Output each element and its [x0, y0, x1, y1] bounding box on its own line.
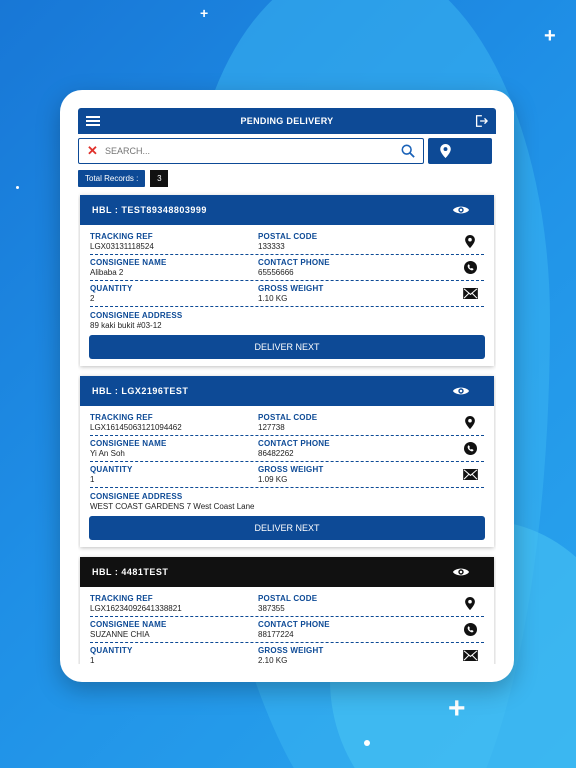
phone-icon[interactable] — [464, 623, 477, 636]
postal-label: POSTAL CODE — [258, 594, 318, 603]
tracking-value: LGX16145063121094462 — [90, 423, 182, 432]
detail-row — [90, 591, 484, 617]
consignee-value: Yi An Soh — [90, 449, 125, 458]
address-label: CONSIGNEE ADDRESS — [90, 310, 183, 320]
consignee-label: CONSIGNEE NAME — [90, 258, 167, 267]
card-header[interactable] — [80, 376, 494, 406]
hbl-number: HBL : TEST89348803999 — [92, 205, 207, 215]
postal-label: POSTAL CODE — [258, 413, 318, 422]
consignee-label: CONSIGNEE NAME — [90, 620, 167, 629]
postal-value: 387355 — [258, 604, 285, 613]
phone-label: CONTACT PHONE — [258, 620, 330, 629]
phone-value: 65556666 — [258, 268, 294, 277]
weight-label: GROSS WEIGHT — [258, 646, 324, 655]
detail-row — [90, 410, 484, 436]
detail-row — [90, 617, 484, 643]
phone-icon[interactable] — [464, 261, 477, 274]
weight-value: 1.09 KG — [258, 475, 288, 484]
address-value: WEST COAST GARDENS 7 West Coast Lane — [90, 501, 255, 511]
tracking-label: TRACKING REF — [90, 413, 153, 422]
search-row — [78, 138, 496, 164]
detail-row — [90, 462, 484, 488]
app-screen — [78, 108, 496, 664]
quantity-value: 2 — [90, 294, 95, 303]
plus-decoration: + — [200, 5, 209, 21]
quantity-value: 1 — [90, 475, 95, 484]
consignee-label: CONSIGNEE NAME — [90, 439, 167, 448]
detail-row — [90, 436, 484, 462]
dot-decoration — [16, 186, 19, 189]
phone-label: CONTACT PHONE — [258, 439, 330, 448]
delivery-card — [80, 195, 494, 366]
location-pin-icon[interactable] — [465, 235, 475, 248]
postal-value: 127738 — [258, 423, 285, 432]
detail-row — [90, 488, 484, 514]
phone-label: CONTACT PHONE — [258, 258, 330, 267]
dot-decoration — [364, 740, 370, 746]
mail-icon[interactable] — [463, 288, 478, 299]
clear-icon[interactable]: ✕ — [87, 143, 98, 158]
address-value: 89 kaki bukit #03-12 — [90, 320, 162, 330]
mail-icon[interactable] — [463, 469, 478, 480]
detail-row — [90, 643, 484, 664]
location-pin-icon[interactable] — [465, 597, 475, 610]
weight-label: GROSS WEIGHT — [258, 465, 324, 474]
postal-label: POSTAL CODE — [258, 232, 318, 241]
postal-value: 133333 — [258, 242, 285, 251]
hbl-number: HBL : LGX2196TEST — [92, 386, 189, 396]
deliver-next-button[interactable]: DELIVER NEXT — [89, 516, 485, 540]
quantity-label: QUANTITY — [90, 646, 133, 655]
mail-icon[interactable] — [463, 650, 478, 661]
weight-value: 1.10 KG — [258, 294, 288, 303]
delivery-list — [78, 195, 496, 664]
plus-decoration: + — [544, 25, 556, 47]
tracking-label: TRACKING REF — [90, 232, 153, 241]
deliver-next-button[interactable]: DELIVER NEXT — [89, 335, 485, 359]
location-pin-icon — [440, 144, 451, 158]
phone-value: 88177224 — [258, 630, 294, 639]
delivery-card — [80, 376, 494, 547]
card-header[interactable] — [80, 557, 494, 587]
detail-row — [90, 255, 484, 281]
total-records-count: 3 — [150, 170, 168, 187]
logout-icon[interactable] — [474, 114, 488, 128]
plus-decoration: + — [448, 692, 466, 725]
detail-row — [90, 229, 484, 255]
search-box — [78, 138, 424, 164]
quantity-value: 1 — [90, 656, 95, 664]
weight-value: 2.10 KG — [258, 656, 288, 664]
phone-icon[interactable] — [464, 442, 477, 455]
eye-icon[interactable] — [452, 204, 470, 216]
hbl-number: HBL : 4481TEST — [92, 567, 169, 577]
eye-icon[interactable] — [452, 566, 470, 578]
weight-label: GROSS WEIGHT — [258, 284, 324, 293]
search-icon[interactable] — [401, 144, 415, 158]
location-button[interactable] — [428, 138, 492, 164]
delivery-card — [80, 557, 494, 664]
total-records-label: Total Records : — [78, 170, 145, 187]
tracking-value: LGX16234092641338821 — [90, 604, 182, 613]
card-header[interactable] — [80, 195, 494, 225]
consignee-value: SUZANNE CHIA — [90, 630, 150, 639]
detail-row — [90, 281, 484, 307]
page-title: PENDING DELIVERY — [240, 116, 334, 126]
eye-icon[interactable] — [452, 385, 470, 397]
detail-row — [90, 307, 484, 333]
location-pin-icon[interactable] — [465, 416, 475, 429]
tablet-frame — [60, 90, 514, 682]
search-input[interactable] — [105, 146, 401, 156]
phone-value: 86482262 — [258, 449, 294, 458]
records-summary — [78, 170, 496, 187]
top-bar — [78, 108, 496, 134]
consignee-value: Alibaba 2 — [90, 268, 124, 277]
tracking-value: LGX03131118524 — [90, 242, 154, 251]
menu-icon[interactable] — [86, 116, 100, 126]
address-label: CONSIGNEE ADDRESS — [90, 491, 183, 501]
quantity-label: QUANTITY — [90, 465, 133, 474]
tracking-label: TRACKING REF — [90, 594, 153, 603]
quantity-label: QUANTITY — [90, 284, 133, 293]
